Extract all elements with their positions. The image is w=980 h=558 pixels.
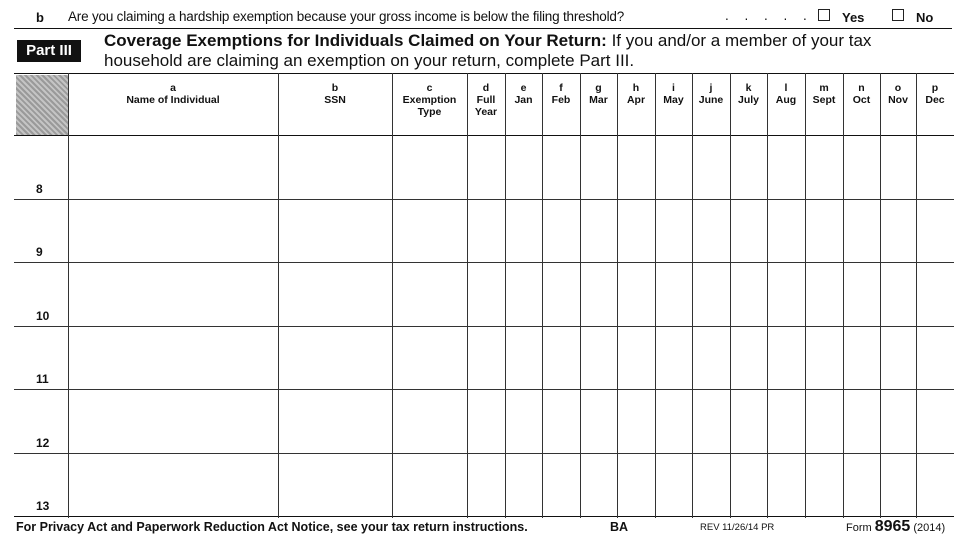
entry-cell-b[interactable]	[279, 200, 391, 262]
column-letter: b	[331, 82, 339, 94]
column-letter: a	[170, 82, 176, 94]
entry-cell-h[interactable]	[618, 390, 654, 452]
entry-cell-a[interactable]	[69, 200, 277, 262]
entry-cell-i[interactable]	[656, 263, 691, 325]
entry-cell-a[interactable]	[69, 454, 277, 516]
entry-cell-d[interactable]	[468, 136, 504, 198]
entry-cell-d[interactable]	[468, 327, 504, 389]
row-number: 8	[36, 181, 43, 196]
entry-cell-g[interactable]	[581, 327, 616, 389]
entry-cell-k[interactable]	[731, 200, 766, 262]
entry-cell-b[interactable]	[279, 454, 391, 516]
column-header-j	[692, 82, 730, 106]
form-year: (2014)	[913, 522, 946, 534]
entry-cell-p[interactable]	[917, 263, 953, 325]
entry-cell-l[interactable]	[768, 263, 804, 325]
entry-cell-m[interactable]	[806, 263, 842, 325]
shaded-header-cell	[16, 75, 68, 135]
column-header-p	[916, 82, 954, 106]
entry-cell-k[interactable]	[731, 263, 766, 325]
column-header-h	[617, 82, 655, 106]
column-label: May	[663, 94, 684, 106]
entry-cell-f[interactable]	[543, 263, 579, 325]
entry-cell-e[interactable]	[506, 454, 541, 516]
column-header-n	[843, 82, 880, 106]
column-header-d	[467, 82, 505, 118]
entry-cell-l[interactable]	[768, 454, 804, 516]
column-label: Oct	[852, 94, 871, 106]
entry-cell-j[interactable]	[693, 327, 729, 389]
entry-cell-h[interactable]	[618, 263, 654, 325]
entry-cell-h[interactable]	[618, 200, 654, 262]
row-number: 9	[36, 245, 43, 259]
question-text: Are you claiming a hardship exemption because your gross income is below the filing threshold?	[68, 9, 625, 24]
entry-cell-i[interactable]	[656, 454, 691, 516]
entry-cell-n[interactable]	[844, 390, 879, 452]
entry-cell-e[interactable]	[506, 390, 541, 452]
entry-cell-l[interactable]	[768, 200, 804, 262]
column-label: June	[698, 94, 724, 106]
entry-cell-p[interactable]	[917, 390, 953, 452]
entry-cell-g[interactable]	[581, 454, 616, 516]
column-label: Nov	[888, 94, 908, 106]
entry-cell-l[interactable]	[768, 327, 804, 389]
leader-dots: . . . . .	[725, 8, 813, 23]
entry-cell-p[interactable]	[917, 200, 953, 262]
column-label: Mar	[589, 94, 608, 106]
entry-cell-m[interactable]	[806, 327, 842, 389]
entry-cell-f[interactable]	[543, 136, 579, 198]
entry-cell-p[interactable]	[917, 136, 953, 198]
column-header-m	[805, 82, 843, 106]
column-letter: p	[931, 82, 939, 94]
entry-cell-f[interactable]	[543, 454, 579, 516]
entry-cell-h[interactable]	[618, 136, 654, 198]
entry-cell-j[interactable]	[693, 263, 729, 325]
entry-cell-g[interactable]	[581, 263, 616, 325]
column-header-e	[505, 82, 542, 106]
entry-cell-i[interactable]	[656, 390, 691, 452]
entry-cell-b[interactable]	[279, 327, 391, 389]
column-letter: j	[709, 82, 713, 94]
part-badge: Part III	[17, 40, 81, 62]
entry-cell-n[interactable]	[844, 200, 879, 262]
column-letter: m	[819, 82, 829, 94]
column-label: Full Year	[474, 94, 498, 118]
column-label: July	[737, 94, 759, 106]
no-label: No	[916, 10, 934, 25]
entry-cell-n[interactable]	[844, 136, 879, 198]
entry-cell-n[interactable]	[844, 454, 879, 516]
entry-cell-e[interactable]	[506, 327, 541, 389]
entry-cell-c[interactable]	[393, 327, 466, 389]
entry-cell-e[interactable]	[506, 200, 541, 262]
column-letter: c	[426, 82, 433, 94]
entry-cell-o[interactable]	[881, 263, 915, 325]
column-header-k	[730, 82, 767, 106]
column-header-l	[767, 82, 805, 106]
column-letter: k	[745, 82, 752, 94]
column-header-b	[278, 82, 392, 106]
form-id	[846, 518, 945, 536]
question-letter: b	[36, 10, 44, 25]
part-title	[104, 31, 924, 71]
entry-cell-f[interactable]	[543, 390, 579, 452]
column-letter: e	[520, 82, 527, 94]
entry-cell-a[interactable]	[69, 263, 277, 325]
column-letter: h	[632, 82, 640, 94]
footer-code: BA	[610, 520, 629, 534]
form-footer	[0, 516, 980, 546]
column-header-o	[880, 82, 916, 106]
entry-cell-c[interactable]	[393, 200, 466, 262]
entry-cell-d[interactable]	[468, 454, 504, 516]
entry-cell-g[interactable]	[581, 200, 616, 262]
column-header-a	[68, 82, 278, 106]
column-label: SSN	[324, 94, 346, 106]
entry-cell-h[interactable]	[618, 454, 654, 516]
table-top-rule	[14, 73, 954, 74]
entry-cell-h[interactable]	[618, 327, 654, 389]
entry-cell-b[interactable]	[279, 263, 391, 325]
entry-cell-c[interactable]	[393, 390, 466, 452]
entry-cell-e[interactable]	[506, 263, 541, 325]
entry-cell-d[interactable]	[468, 263, 504, 325]
entry-cell-j[interactable]	[693, 390, 729, 452]
entry-cell-c[interactable]	[393, 136, 466, 198]
column-letter: n	[858, 82, 865, 94]
column-label: Dec	[925, 94, 945, 106]
entry-cell-f[interactable]	[543, 200, 579, 262]
entry-cell-o[interactable]	[881, 200, 915, 262]
column-label: Jan	[514, 94, 533, 106]
entry-cell-e[interactable]	[506, 136, 541, 198]
entry-cell-k[interactable]	[731, 136, 766, 198]
row-number: 13	[36, 499, 50, 513]
entry-cell-b[interactable]	[279, 136, 391, 198]
entry-cell-l[interactable]	[768, 390, 804, 452]
entry-cell-m[interactable]	[806, 454, 842, 516]
entry-cell-k[interactable]	[731, 327, 766, 389]
entry-cell-o[interactable]	[881, 454, 915, 516]
entry-cell-i[interactable]	[656, 327, 691, 389]
column-header-f	[542, 82, 580, 106]
entry-cell-o[interactable]	[881, 327, 915, 389]
entry-cell-g[interactable]	[581, 390, 616, 452]
column-header-g	[580, 82, 617, 106]
entry-cell-m[interactable]	[806, 200, 842, 262]
column-label: Exemption Type	[402, 94, 457, 118]
column-header-c	[392, 82, 467, 118]
entry-cell-i[interactable]	[656, 136, 691, 198]
entry-cell-g[interactable]	[581, 136, 616, 198]
row-number: 11	[36, 372, 49, 386]
exemptions-table	[14, 73, 954, 518]
entry-cell-f[interactable]	[543, 327, 579, 389]
divider	[14, 28, 952, 29]
entry-cell-m[interactable]	[806, 136, 842, 198]
entry-cell-o[interactable]	[881, 136, 915, 198]
column-letter: d	[482, 82, 490, 94]
form-prefix: Form	[846, 522, 872, 534]
column-letter: f	[559, 82, 563, 94]
entry-cell-j[interactable]	[693, 200, 729, 262]
entry-cell-k[interactable]	[731, 454, 766, 516]
entry-cell-l[interactable]	[768, 136, 804, 198]
entry-cell-c[interactable]	[393, 263, 466, 325]
part-title-bold: Coverage Exemptions for Individuals Claimed on Your Return:	[104, 31, 607, 50]
entry-cell-n[interactable]	[844, 263, 879, 325]
entry-cell-k[interactable]	[731, 390, 766, 452]
privacy-notice: For Privacy Act and Paperwork Reduction Act Notice, see your tax return instructions.	[16, 520, 528, 534]
column-letter: o	[894, 82, 902, 94]
yes-label: Yes	[842, 10, 865, 25]
column-label: Name of Individual	[126, 94, 220, 106]
yes-checkbox[interactable]	[818, 9, 830, 21]
entry-cell-p[interactable]	[917, 327, 953, 389]
entry-cell-a[interactable]	[69, 327, 277, 389]
entry-cell-a[interactable]	[69, 136, 277, 198]
entry-cell-j[interactable]	[693, 136, 729, 198]
column-label: Feb	[551, 94, 571, 106]
entry-cell-d[interactable]	[468, 200, 504, 262]
entry-cell-p[interactable]	[917, 454, 953, 516]
form-number: 8965	[874, 518, 911, 535]
entry-cell-j[interactable]	[693, 454, 729, 516]
row-number: 10	[36, 308, 50, 323]
entry-cell-o[interactable]	[881, 390, 915, 452]
revision-date: REV 11/26/14 PR	[700, 522, 775, 533]
entry-cell-c[interactable]	[393, 454, 466, 516]
part-title-rest: If you and/or a member of your tax household are claiming an exemption on your return, complete Part III.	[104, 31, 872, 70]
entry-cell-a[interactable]	[69, 390, 277, 452]
column-letter: g	[595, 82, 602, 94]
column-letter: l	[784, 82, 788, 94]
entry-cell-i[interactable]	[656, 200, 691, 262]
column-label: Sept	[812, 94, 836, 106]
column-letter: i	[672, 82, 675, 94]
column-label: Apr	[626, 94, 646, 106]
row-number: 12	[36, 435, 50, 450]
hardship-question	[0, 0, 980, 30]
entry-cell-m[interactable]	[806, 390, 842, 452]
column-header-i	[655, 82, 692, 106]
column-label: Aug	[775, 94, 797, 106]
entry-cell-n[interactable]	[844, 327, 879, 389]
no-checkbox[interactable]	[892, 9, 904, 21]
entry-cell-d[interactable]	[468, 390, 504, 452]
entry-cell-b[interactable]	[279, 390, 391, 452]
